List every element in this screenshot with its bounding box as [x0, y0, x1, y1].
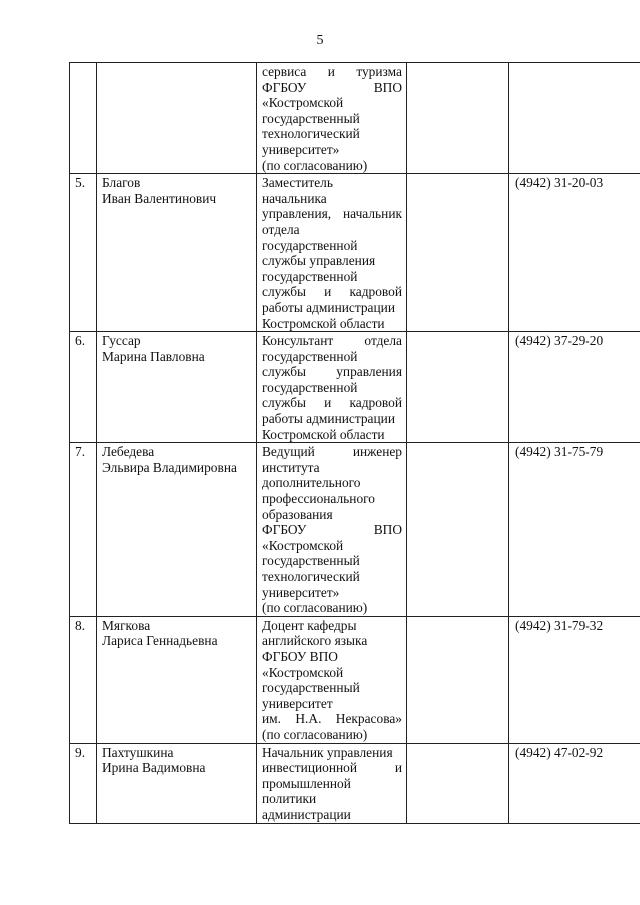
position-line: [262, 191, 402, 207]
position-line: [262, 349, 402, 365]
empty-cell: [407, 616, 509, 743]
position-line: [262, 600, 402, 616]
position-word: английского языка: [262, 633, 368, 649]
position-word: управления: [336, 364, 402, 380]
position-line: [262, 711, 402, 727]
position-word: Костромской области: [262, 426, 385, 442]
position-line: [262, 618, 402, 634]
position-word: службы управления: [262, 253, 376, 269]
position-line: [262, 95, 402, 111]
member-name-cell: [97, 174, 257, 332]
member-given-names: Ирина Вадимовна: [102, 760, 206, 776]
member-surname: Пахтушкина: [102, 744, 174, 760]
position-word: государственной: [262, 268, 358, 284]
position-line: [262, 776, 402, 792]
position-word: службы: [262, 364, 307, 380]
position-line: [262, 380, 402, 396]
position-word: Доцент кафедры: [262, 617, 357, 633]
position-word: Костромской области: [262, 315, 385, 331]
member-position-cell: [257, 332, 407, 443]
position-word: сервиса: [262, 64, 307, 79]
position-line: [262, 475, 402, 491]
members-table-body: [70, 63, 640, 824]
members-table: [69, 62, 640, 824]
position-word: и: [324, 395, 332, 411]
member-given-names: Марина Павловна: [102, 348, 205, 364]
position-word: администрации: [262, 806, 351, 822]
position-line: [262, 727, 402, 743]
position-line: [262, 460, 402, 476]
position-line: [262, 427, 402, 443]
position-word: технологический: [262, 569, 360, 584]
position-line: [262, 222, 402, 238]
position-line: [262, 569, 402, 585]
position-word: университет: [262, 695, 333, 711]
position-line: [262, 269, 402, 285]
row-number-cell: 8.: [70, 616, 97, 743]
position-line: [262, 284, 402, 300]
position-line: [262, 333, 402, 349]
position-word: инженер: [352, 444, 402, 460]
row-number-cell: [70, 63, 97, 174]
position-word: работы администрации: [262, 299, 395, 315]
position-word: «Костромской: [262, 664, 344, 680]
empty-cell: [407, 63, 509, 174]
position-word: кадровой: [349, 284, 402, 300]
position-word: и: [394, 760, 402, 776]
member-phone-cell: [509, 63, 640, 174]
page-number: 5: [316, 33, 324, 48]
table-row: [70, 743, 640, 823]
member-position-cell: [257, 743, 407, 823]
position-word: ФГБОУ ВПО: [262, 648, 338, 664]
row-number-cell: 9.: [70, 743, 97, 823]
empty-cell: [407, 443, 509, 617]
position-line: [262, 696, 402, 712]
member-phone-cell: (4942) 47-02-92: [509, 743, 640, 823]
member-position-cell: [257, 63, 407, 174]
position-line: [262, 680, 402, 696]
position-line: [262, 175, 402, 191]
member-given-names: Эльвира Владимировна: [102, 459, 237, 475]
member-name-cell: [97, 616, 257, 743]
member-surname: Благов: [102, 175, 141, 191]
member-given-names: Иван Валентинович: [102, 190, 217, 206]
position-line: [262, 633, 402, 649]
position-word: дополнительного: [262, 475, 361, 491]
position-line: [262, 64, 402, 80]
member-name-cell: [97, 63, 257, 174]
position-word: ФГБОУ: [262, 79, 307, 95]
position-line: [262, 522, 402, 538]
table-row: [70, 616, 640, 743]
position-word: инвестиционной: [262, 760, 358, 776]
position-word: Н.А.: [295, 711, 322, 727]
position-word: образования: [262, 506, 333, 522]
position-line: [262, 395, 402, 411]
position-word: (по согласованию): [262, 726, 368, 742]
row-number-cell: 5.: [70, 174, 97, 332]
position-word: Ведущий: [262, 444, 315, 460]
member-surname: Мягкова: [102, 617, 151, 633]
position-word: профессионального: [262, 491, 375, 507]
position-line: [262, 300, 402, 316]
position-line: [262, 585, 402, 601]
position-line: [262, 553, 402, 569]
position-word: начальника: [262, 190, 327, 206]
member-phone-cell: (4942) 37-29-20: [509, 332, 640, 443]
position-word: государственной: [262, 237, 358, 253]
position-word: ФГБОУ: [262, 522, 307, 538]
member-position-cell: [257, 174, 407, 332]
position-line: [262, 364, 402, 380]
position-word: (по согласованию): [262, 600, 368, 616]
position-word: государственной: [262, 379, 358, 395]
position-word: «Костромской: [262, 95, 344, 111]
position-word: государственный: [262, 553, 360, 569]
position-word: кадровой: [349, 395, 402, 411]
member-name-cell: [97, 443, 257, 617]
position-word: Начальник управления: [262, 744, 393, 760]
position-line: [262, 760, 402, 776]
position-word: и: [327, 64, 335, 79]
member-phone-cell: (4942) 31-75-79: [509, 443, 640, 617]
member-name-cell: [97, 332, 257, 443]
position-word: Заместитель: [262, 175, 333, 191]
position-line: [262, 316, 402, 332]
position-word: управления,: [262, 206, 332, 222]
position-word: и: [324, 284, 332, 300]
position-word: работы администрации: [262, 411, 395, 427]
position-word: отдела: [262, 221, 300, 237]
position-line: [262, 538, 402, 554]
table-row: [70, 63, 640, 174]
position-line: [262, 158, 402, 174]
position-word: университет»: [262, 141, 340, 157]
empty-cell: [407, 743, 509, 823]
position-word: им.: [262, 711, 281, 727]
position-word: (по согласованию): [262, 157, 368, 173]
position-word: государственный: [262, 680, 360, 696]
position-word: технологический: [262, 126, 360, 142]
position-line: [262, 807, 402, 823]
position-word: промышленной: [262, 775, 351, 791]
member-position-cell: [257, 616, 407, 743]
member-surname: Лебедева: [102, 444, 155, 460]
position-word: Консультант: [262, 333, 334, 349]
table-row: [70, 174, 640, 332]
position-line: [262, 80, 402, 96]
position-word: службы: [262, 284, 307, 300]
position-line: [262, 507, 402, 523]
position-line: [262, 126, 402, 142]
member-phone-cell: (4942) 31-20-03: [509, 174, 640, 332]
empty-cell: [407, 332, 509, 443]
empty-cell: [407, 174, 509, 332]
position-line: [262, 253, 402, 269]
position-word: университет»: [262, 584, 340, 600]
position-word: службы: [262, 395, 307, 411]
position-word: туризма: [356, 64, 402, 79]
member-name-cell: [97, 743, 257, 823]
position-word: государственной: [262, 348, 358, 364]
position-line: [262, 142, 402, 158]
position-word: института: [262, 459, 320, 475]
member-surname: Гуссар: [102, 333, 141, 349]
member-given-names: Лариса Геннадьевна: [102, 633, 218, 649]
position-line: [262, 491, 402, 507]
position-line: [262, 745, 402, 761]
position-word: Некрасова»: [335, 711, 402, 727]
position-line: [262, 111, 402, 127]
position-word: ВПО: [373, 79, 402, 95]
position-word: политики: [262, 791, 317, 807]
position-line: [262, 444, 402, 460]
position-word: начальник: [343, 206, 402, 222]
position-line: [262, 238, 402, 254]
table-row: [70, 332, 640, 443]
position-word: «Костромской: [262, 537, 344, 553]
position-line: [262, 649, 402, 665]
position-line: [262, 206, 402, 222]
member-position-cell: [257, 443, 407, 617]
position-line: [262, 411, 402, 427]
table-row: [70, 443, 640, 617]
row-number-cell: 6.: [70, 332, 97, 443]
row-number-cell: 7.: [70, 443, 97, 617]
position-word: отдела: [364, 333, 402, 349]
position-word: государственный: [262, 110, 360, 126]
position-word: ВПО: [373, 522, 402, 538]
position-line: [262, 665, 402, 681]
position-line: [262, 791, 402, 807]
member-phone-cell: (4942) 31-79-32: [509, 616, 640, 743]
